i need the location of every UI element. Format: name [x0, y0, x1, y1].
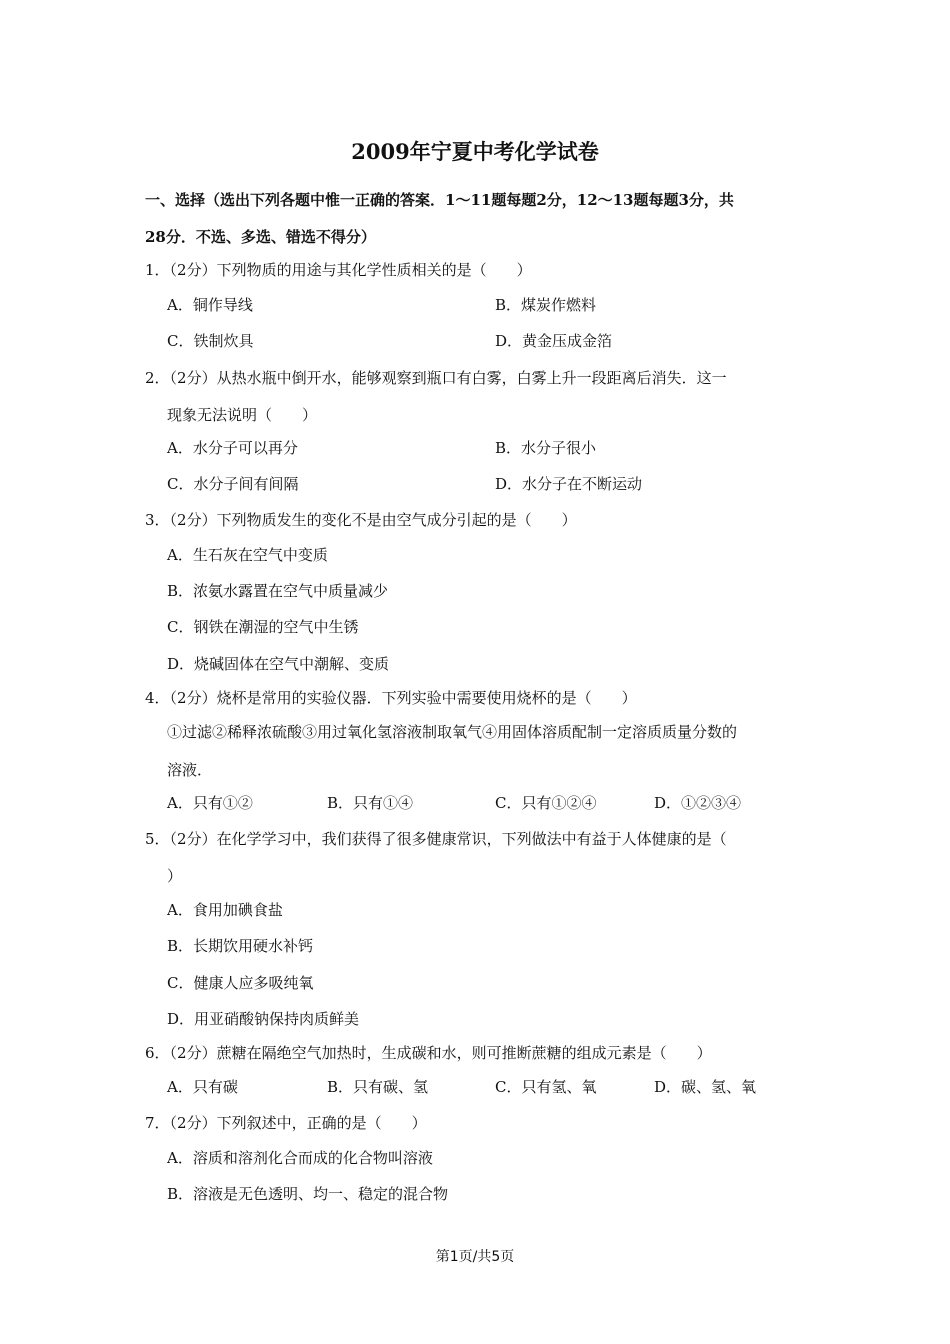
question-7-option-b: B．溶液是无色透明、均一、稳定的混合物 — [167, 1185, 449, 1203]
question-1-option-b: B．煤炭作燃料 — [495, 296, 597, 314]
question-6-option-a: A．只有碳 — [167, 1078, 238, 1096]
question-1-option-c: C．铁制炊具 — [167, 332, 254, 350]
question-4-option-a: A．只有①② — [167, 794, 253, 812]
question-4-stem-continued: 溶液． — [167, 761, 213, 779]
question-2-stem: 2．（2分）从热水瓶中倒开水，能够观察到瓶口有白雾，白雾上升一段距离后消失．这一 — [145, 369, 727, 387]
question-4-option-c: C．只有①②④ — [495, 794, 597, 812]
question-3-option-d: D．烧碱固体在空气中潮解、变质 — [167, 655, 390, 673]
question-2-option-c: C．水分子间有间隔 — [167, 475, 299, 493]
question-6-option-b: B．只有碳、氢 — [327, 1078, 429, 1096]
question-1-option-a: A．铜作导线 — [167, 296, 253, 314]
section-heading-line-2: 28分．不选、多选、错选不得分） — [145, 228, 376, 246]
question-3-option-b: B．浓氨水露置在空气中质量减少 — [167, 582, 389, 600]
question-7-option-a: A．溶质和溶剂化合而成的化合物叫溶液 — [167, 1149, 433, 1167]
question-6-option-d: D．碳、氢、氧 — [654, 1078, 757, 1096]
question-6-stem: 6．（2分）蔗糖在隔绝空气加热时，生成碳和水，则可推断蔗糖的组成元素是（ ） — [145, 1044, 712, 1062]
question-5-option-b: B．长期饮用硬水补钙 — [167, 937, 314, 955]
page-footer: 第1页/共5页 — [435, 1249, 515, 1265]
question-5-stem: 5．（2分）在化学学习中，我们获得了很多健康常识，下列做法中有益于人体健康的是（ — [145, 830, 727, 848]
question-6-option-c: C．只有氢、氧 — [495, 1078, 597, 1096]
section-heading-line-1: 一、选择（选出下列各题中惟一正确的答案．1～11题每题2分，12～13题每题3分，共 — [145, 191, 734, 209]
page-title: 2009年宁夏中考化学试卷 — [351, 139, 599, 164]
question-5-option-c: C．健康人应多吸纯氧 — [167, 974, 314, 992]
question-5-option-a: A．食用加碘食盐 — [167, 901, 283, 919]
question-5-stem-continued: ） — [167, 867, 183, 885]
question-3-option-a: A．生石灰在空气中变质 — [167, 546, 328, 564]
question-2-option-d: D．水分子在不断运动 — [495, 475, 643, 493]
question-3-stem: 3．（2分）下列物质发生的变化不是由空气成分引起的是（ ） — [145, 511, 577, 529]
question-2-stem-continued: 现象无法说明（ ） — [167, 406, 318, 424]
question-2-option-b: B．水分子很小 — [495, 439, 597, 457]
question-4-stem-items: ①过滤②稀释浓硫酸③用过氧化氢溶液制取氧气④用固体溶质配制一定溶质质量分数的 — [167, 723, 738, 741]
question-4-option-d: D．①②③④ — [654, 794, 742, 812]
question-4-stem: 4．（2分）烧杯是常用的实验仪器．下列实验中需要使用烧杯的是（ ） — [145, 689, 637, 707]
question-2-option-a: A．水分子可以再分 — [167, 439, 298, 457]
question-5-option-d: D．用亚硝酸钠保持肉质鲜美 — [167, 1010, 360, 1028]
question-7-stem: 7．（2分）下列叙述中，正确的是（ ） — [145, 1114, 427, 1132]
question-4-option-b: B．只有①④ — [327, 794, 414, 812]
question-3-option-c: C．钢铁在潮湿的空气中生锈 — [167, 618, 359, 636]
question-1-stem: 1．（2分）下列物质的用途与其化学性质相关的是（ ） — [145, 261, 532, 279]
question-1-option-d: D．黄金压成金箔 — [495, 332, 613, 350]
